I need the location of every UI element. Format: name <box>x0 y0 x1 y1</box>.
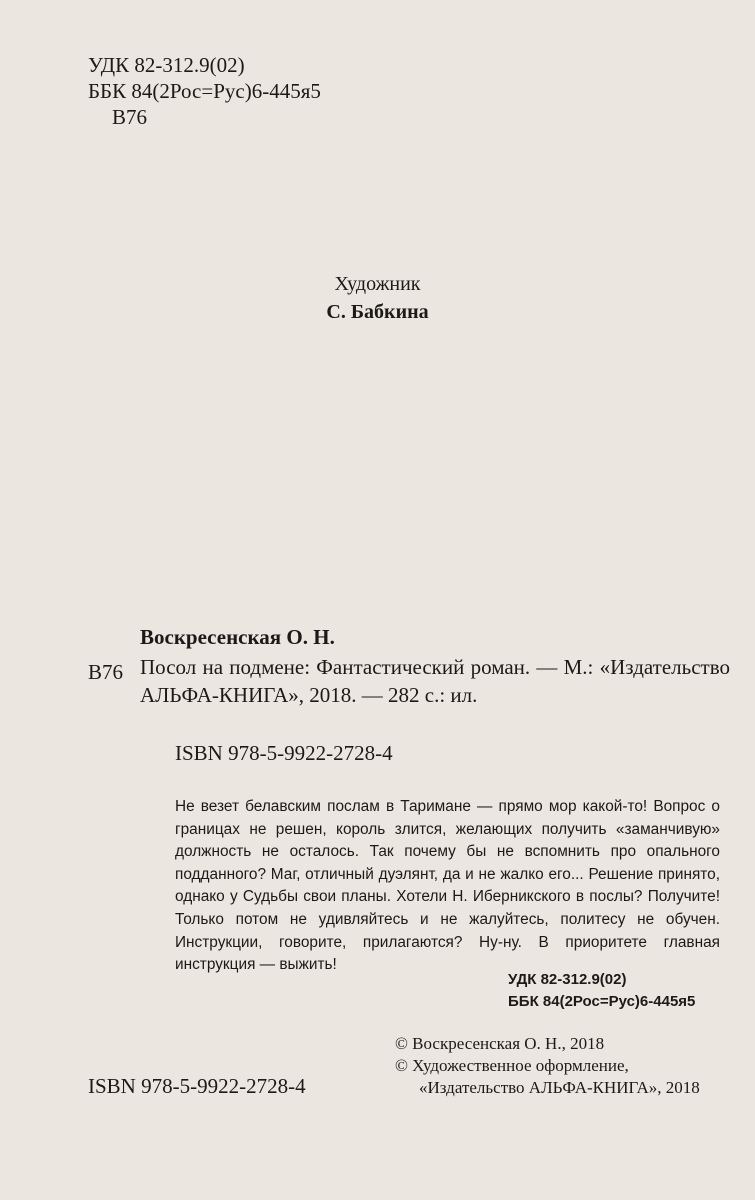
artist-role: Художник <box>334 273 421 295</box>
description-text: Посол на подмене: Фантастический роман. — М.: «Издательство АЛЬФА-КНИГА», 2018. — 282 с.: ил. <box>140 655 730 707</box>
bottom-bbk-code: ББК 84(2Рос=Рус)6-445я5 <box>508 993 696 1010</box>
header-classification <box>88 52 321 130</box>
copyright-publisher: «Издательство АЛЬФА-КНИГА», 2018 <box>419 1078 700 1097</box>
isbn-bottom: ISBN 978-5-9922-2728-4 <box>88 1074 306 1098</box>
author-mark: В76 <box>112 105 148 129</box>
copyright-block <box>395 1033 700 1099</box>
isbn-main: ISBN 978-5-9922-2728-4 <box>175 741 393 765</box>
copyright-design: © Художественное оформление, <box>395 1056 629 1075</box>
copyright-author: © Воскресенская О. Н., 2018 <box>395 1034 605 1053</box>
bibliographic-author-mark: В76 <box>88 660 124 684</box>
bibliographic-description <box>140 653 730 709</box>
artist-name: С. Бабкина <box>326 301 429 323</box>
bottom-udk-code: УДК 82-312.9(02) <box>508 971 627 988</box>
bbk-code: ББК 84(2Рос=Рус)6-445я5 <box>88 79 321 103</box>
artist-credit <box>0 270 755 326</box>
annotation-text: Не везет белавским послам в Таримане — прямо мор какой-то! Вопрос о границах не решен, король злится, желающих получить «заманчивую» должность не осталось. Так почему бы не вспомнить про опального подданного? Маг, отличный дуэлянт, да и не жалко его... Решение принято, однако у Судьбы свои планы. Хотели Н. Иберникского в послы? Получите! Только потом не удивляйтесь и не жалуйтесь, политесу не обучен. Инструкции, говорите, прилагаются? Ну-ну. В приоритете главная инструкция — выжить! <box>175 798 720 974</box>
bottom-classification <box>508 969 695 1013</box>
author-name: Воскресенская О. Н. <box>140 625 335 649</box>
udk-code: УДК 82-312.9(02) <box>88 53 245 77</box>
